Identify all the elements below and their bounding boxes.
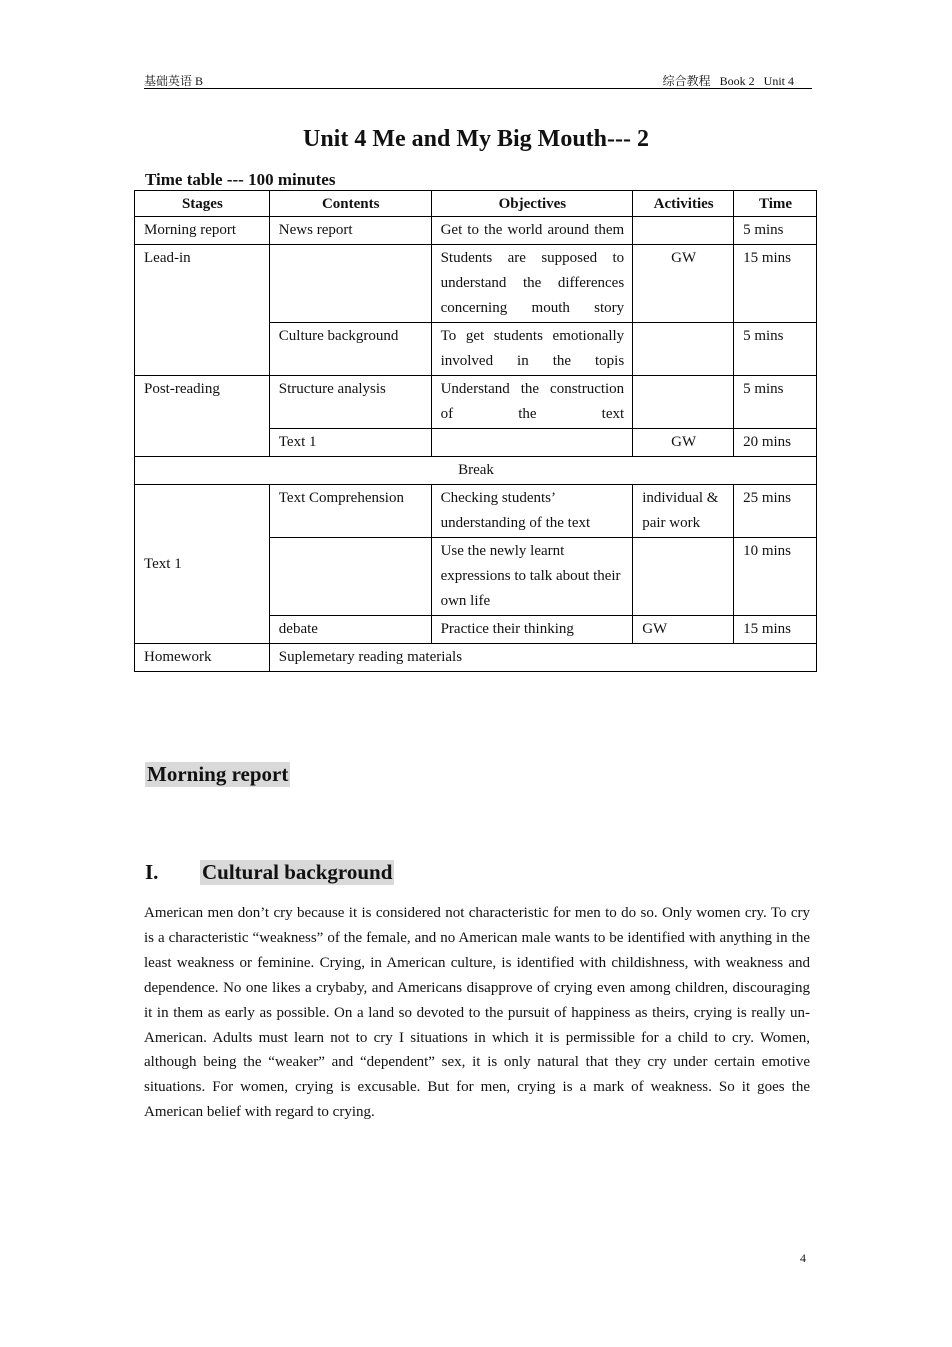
content-cell: debate — [269, 616, 431, 644]
section-heading-text: Cultural background — [202, 860, 393, 884]
table-row — [135, 217, 817, 245]
time-cell: 25 mins — [734, 485, 817, 538]
table-header-row — [135, 191, 817, 217]
col-header-objectives: Objectives — [431, 191, 633, 217]
objective-cell: Understand the construction of the text — [431, 376, 633, 429]
timetable — [134, 190, 817, 672]
objective-cell — [431, 429, 633, 457]
content-cell — [269, 245, 431, 323]
break-row-cell: Break — [135, 457, 817, 485]
col-header-contents: Contents — [269, 191, 431, 217]
table-row — [135, 644, 817, 672]
objective-cell: Get to the world around them — [431, 217, 633, 245]
body-paragraph: American men don’t cry because it is considered not characteristic for men to do so. Only women cry. To cry is a characteristic “weakness” of the female, and no American male wants to be identified with anything in the least weakness or feminine. Crying, in American culture, is identified with childishness, with weakness and dependence. No one likes a crybaby, and Americans disapprove of crying even among children, discouraging it in them as early as possible. On a land so devoted to the pursuit of happiness as theirs, crying is really un-American. Adults must learn not to cry I situations in which it is permissible for a child to cry. Women, although being the “weaker” and “dependent” sex, it is only natural that they cry under certain emotive situations. For women, crying is excusable. But for men, crying is a mark of weakness. So it goes the American belief with regard to crying. — [144, 905, 810, 1121]
content-cell: Text Comprehension — [269, 485, 431, 538]
objective-cell: Practice their thinking — [431, 616, 633, 644]
activity-cell — [633, 538, 734, 616]
stage-cell: Post-reading — [135, 376, 270, 457]
content-cell: Structure analysis — [269, 376, 431, 429]
section-heading-morning-report — [145, 762, 290, 787]
activity-cell: GW — [633, 429, 734, 457]
time-cell: 15 mins — [734, 616, 817, 644]
table-row — [135, 457, 817, 485]
col-header-stages: Stages — [135, 191, 270, 217]
header-right: 综合教程 Book 2 Unit 4 — [662, 74, 794, 88]
content-cell: Suplemetary reading materials — [269, 644, 816, 672]
col-header-time: Time — [734, 191, 817, 217]
objective-cell: Students are supposed to understand the differences concerning mouth story — [431, 245, 633, 323]
stage-cell: Morning report — [135, 217, 270, 245]
objective-cell: To get students emotionally involved in the topis — [431, 323, 633, 376]
header-left: 基础英语 B — [144, 74, 204, 88]
activity-cell: GW — [633, 616, 734, 644]
table-row — [135, 485, 817, 538]
time-cell: 5 mins — [734, 323, 817, 376]
content-cell: News report — [269, 217, 431, 245]
timetable-subtitle: Time table --- 100 minutes — [145, 170, 336, 189]
objective-cell: Checking students’ understanding of the text — [431, 485, 633, 538]
stage-cell: Homework — [135, 644, 270, 672]
time-cell: 5 mins — [734, 376, 817, 429]
time-cell: 5 mins — [734, 217, 817, 245]
time-cell: 20 mins — [734, 429, 817, 457]
section-heading-text: Morning report — [147, 762, 289, 786]
stage-cell: Text 1 — [135, 485, 270, 644]
section-number: I. — [145, 860, 159, 884]
table-row — [135, 376, 817, 429]
page-number: 4 — [800, 1251, 806, 1265]
page-title: Unit 4 Me and My Big Mouth--- 2 — [303, 126, 649, 152]
activity-cell — [633, 376, 734, 429]
activity-cell: individual & pair work — [633, 485, 734, 538]
stage-cell: Lead-in — [135, 245, 270, 376]
col-header-activities: Activities — [633, 191, 734, 217]
activity-cell — [633, 217, 734, 245]
content-cell: Culture background — [269, 323, 431, 376]
table-row — [135, 245, 817, 323]
content-cell — [269, 538, 431, 616]
section-heading-cultural-background — [145, 860, 394, 885]
activity-cell — [633, 323, 734, 376]
page-header — [144, 70, 812, 89]
objective-cell: Use the newly learnt expressions to talk about their own life — [431, 538, 633, 616]
time-cell: 15 mins — [734, 245, 817, 323]
content-cell: Text 1 — [269, 429, 431, 457]
time-cell: 10 mins — [734, 538, 817, 616]
activity-cell: GW — [633, 245, 734, 323]
